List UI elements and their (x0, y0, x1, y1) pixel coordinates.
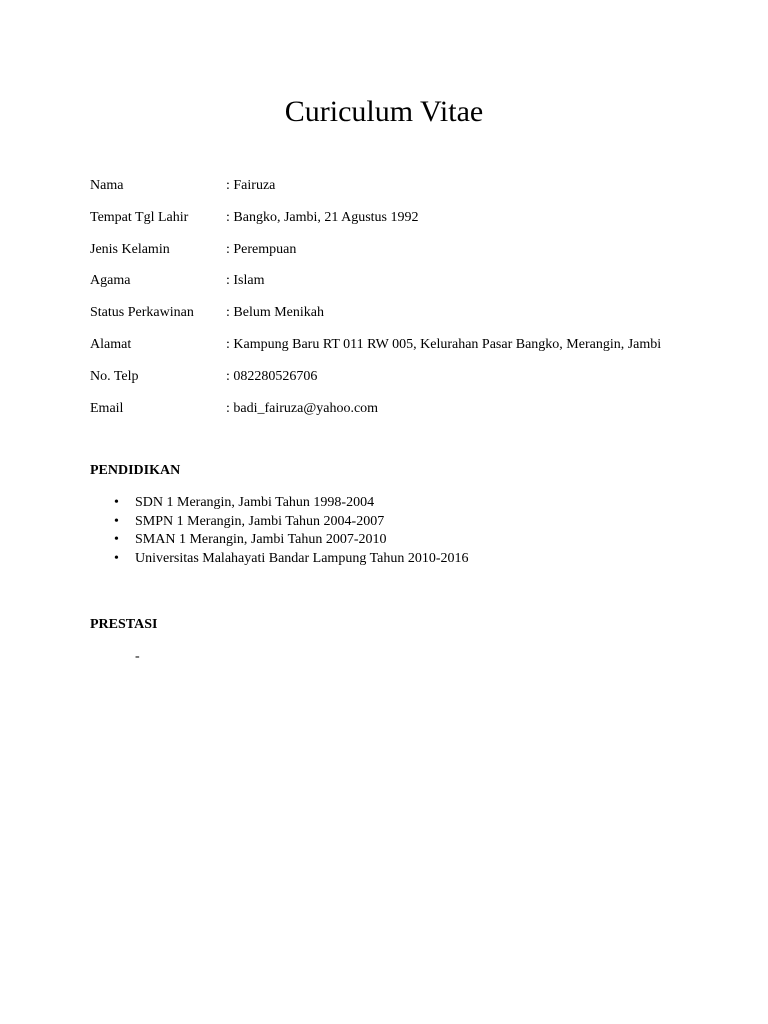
info-row-religion (90, 271, 710, 303)
achievements-heading: PRESTASI (90, 617, 158, 632)
info-value: : Islam (226, 273, 265, 289)
list-item (90, 531, 469, 550)
list-item (90, 494, 469, 513)
document-title: Curiculum Vitae (284, 95, 484, 128)
info-label: Agama (90, 273, 131, 289)
info-label: Nama (90, 178, 124, 193)
education-heading: PENDIDIKAN (90, 463, 181, 478)
info-value: : 082280526706 (226, 368, 318, 384)
info-label: Alamat (90, 336, 132, 352)
personal-info-table (90, 176, 710, 430)
info-label: Status Perkawinan (90, 305, 194, 321)
education-entry: SMPN 1 Merangin, Jambi Tahun 2004-2007 (135, 513, 385, 529)
info-row-nama (90, 176, 710, 208)
education-entry: SDN 1 Merangin, Jambi Tahun 1998-2004 (135, 495, 375, 510)
info-row-marital-status (90, 303, 710, 335)
info-label: Tempat Tgl Lahir (90, 209, 189, 225)
info-value: : Bangko, Jambi, 21 Agustus 1992 (226, 209, 419, 225)
bullet-icon: • (114, 495, 119, 510)
info-row-gender (90, 240, 710, 272)
education-list (90, 494, 469, 569)
info-row-phone (90, 367, 710, 399)
education-entry: SMAN 1 Merangin, Jambi Tahun 2007-2010 (135, 532, 387, 548)
bullet-icon: • (114, 551, 119, 567)
info-value: : badi_fairuza@yahoo.com (226, 400, 379, 416)
info-value: : Belum Menikah (226, 305, 324, 321)
info-value: : Kampung Baru RT 011 RW 005, Kelurahan Pasar Bangko, Merangin, Jambi (226, 336, 662, 352)
bullet-icon: • (114, 532, 119, 548)
info-label: No. Telp (90, 368, 139, 384)
education-entry: Universitas Malahayati Bandar Lampung Tahun 2010-2016 (135, 551, 469, 567)
info-label: Jenis Kelamin (90, 241, 170, 257)
list-item (90, 550, 469, 569)
info-label: Email (90, 400, 124, 416)
info-value: : Fairuza (226, 178, 276, 193)
info-row-birth (90, 208, 710, 240)
bullet-icon: • (114, 513, 119, 529)
info-value: : Perempuan (226, 241, 297, 257)
list-item (90, 513, 469, 532)
info-row-email (90, 399, 710, 431)
info-row-address (90, 335, 710, 367)
achievement-entry: - (135, 649, 140, 664)
